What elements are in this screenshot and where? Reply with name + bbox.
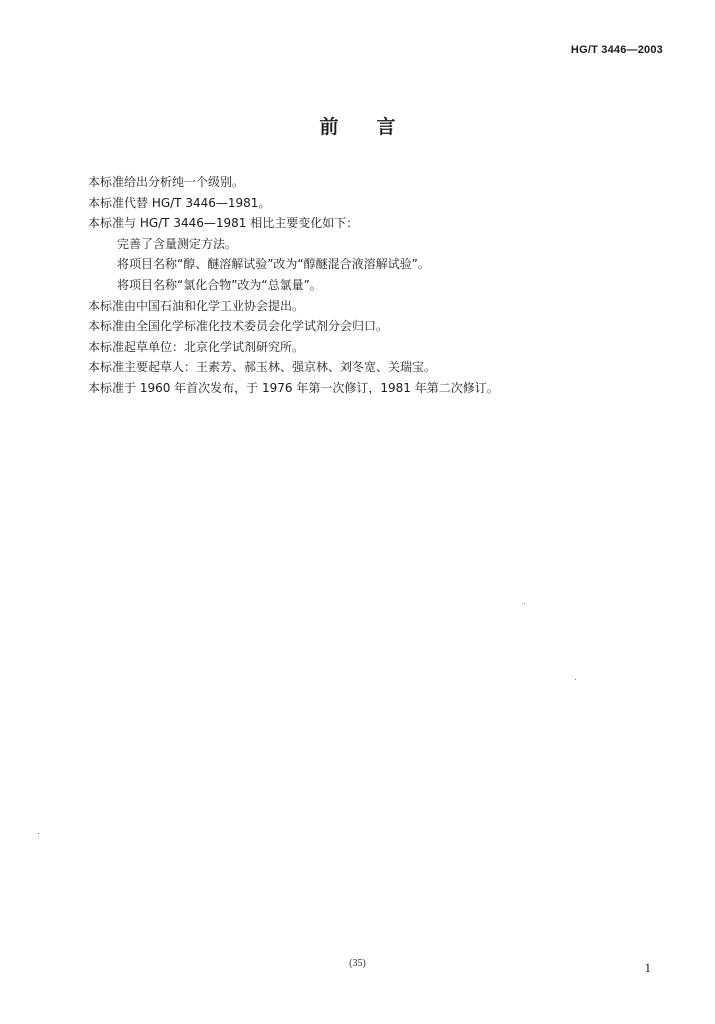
scan-speck	[524, 603, 525, 604]
foreword-line: 本标准由全国化学标准化技术委员会化学试剂分会归口。	[88, 319, 389, 334]
foreword-line: 将项目名称“醇、醚溶解试验”改为“醇醚混合液溶解试验”。	[117, 257, 430, 272]
foreword-line: 本标准给出分析纯一个级别。	[88, 175, 245, 189]
page-number: (35)	[349, 958, 366, 969]
standard-code: HG/T 3446—2003	[570, 44, 663, 56]
foreword-line: 完善了含量测定方法。	[117, 236, 238, 251]
foreword-line: 将项目名称“氯化合物”改为“总氯量”。	[117, 277, 322, 292]
scan-speck	[38, 833, 39, 834]
foreword-line: 本标准主要起草人：王素芳、郝玉林、强京林、刘冬宽、关瑞宝。	[88, 360, 437, 375]
foreword-body	[88, 172, 668, 399]
sheet-number: 1	[644, 960, 651, 975]
foreword-line: 本标准代替 HG/T 3446—1981。	[88, 195, 271, 210]
scan-speck	[575, 679, 576, 680]
page-title: 前言	[319, 116, 434, 138]
foreword-line: 本标准于 1960 年首次发布，于 1976 年第一次修订，1981 年第二次修订。	[88, 380, 499, 395]
foreword-line: 本标准由中国石油和化学工业协会提出。	[88, 298, 305, 313]
foreword-line: 本标准与 HG/T 3446—1981 相比主要变化如下：	[88, 216, 359, 231]
foreword-line: 本标准起草单位：北京化学试剂研究所。	[88, 339, 305, 354]
